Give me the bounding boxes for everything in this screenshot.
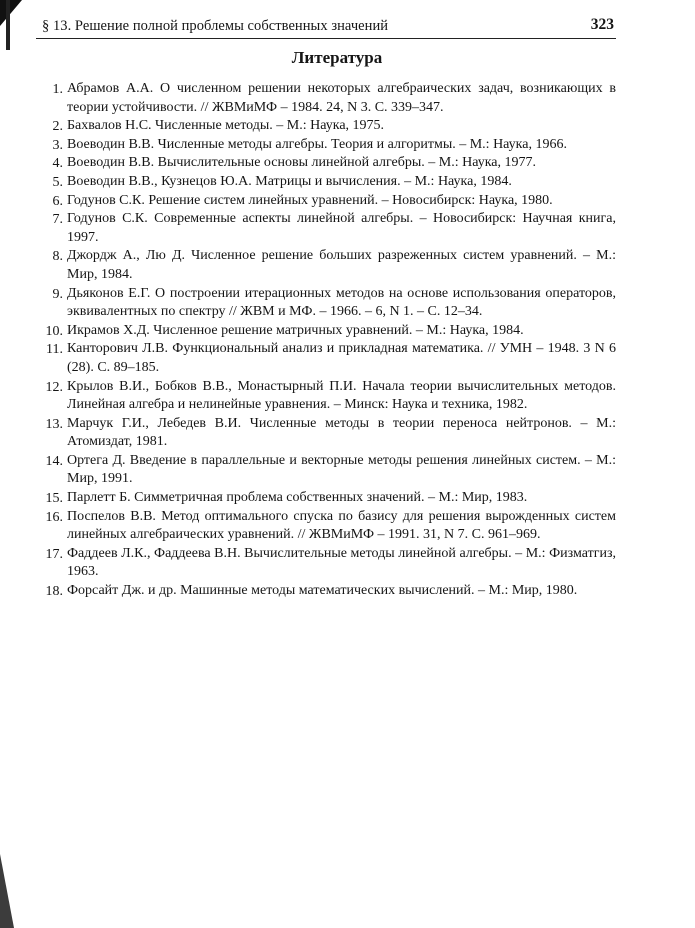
reference-text: Годунов С.К. Решение систем линейных уравнений. – Новосибирск: Наука, 1980. [67, 192, 553, 208]
reference-number: 1. [52, 82, 63, 97]
reference-item [36, 154, 616, 173]
reference-number: 3. [52, 137, 63, 153]
reference-number: 4. [52, 156, 63, 172]
reference-item [36, 285, 616, 322]
reference-number: 6. [52, 193, 63, 209]
reference-item [36, 545, 616, 582]
reference-number: 11. [46, 342, 63, 358]
reference-text: Марчук Г.И., Лебедев В.И. Численные методы в теории переноса нейтронов. – М.: Атомиздат, 1981. [67, 415, 616, 450]
reference-text: Джордж А., Лю Д. Численное решение больших разреженных систем уравнений. – М.: Мир, 1984. [67, 248, 616, 282]
reference-text: Годунов С.К. Современные аспекты линейной алгебры. – Новосибирск: Научная книга, 1997. [67, 211, 616, 245]
reference-number: 10. [45, 323, 63, 339]
page-number: 323 [590, 16, 614, 33]
reference-number: 7. [52, 212, 63, 228]
reference-number: 16. [45, 509, 63, 525]
reference-number: 18. [45, 584, 63, 600]
reference-number: 2. [52, 119, 63, 135]
scan-shadow-bottom [0, 854, 14, 928]
reference-item [36, 136, 616, 155]
reference-number: 9. [52, 286, 63, 302]
section-title: Литература [291, 48, 383, 67]
reference-item [36, 508, 616, 545]
reference-text: Абрамов А.А. О численном решении некоторых алгебраических задач, возникающих в теории устойчивости. // ЖВМиМФ – 1984. 24, N 3. С. 339–347. [67, 81, 616, 115]
reference-text: Бахвалов Н.С. Численные методы. – М.: Наука, 1975. [67, 118, 385, 134]
running-header [36, 16, 616, 39]
reference-item [36, 452, 616, 489]
reference-text: Воеводин В.В., Кузнецов Ю.А. Матрицы и вычисления. – М.: Наука, 1984. [67, 173, 512, 189]
reference-text: Поспелов В.В. Метод оптимального спуска по базису для решения вырожденных систем линейных алгебраических уравнений. // ЖВМиМФ – 1991. 31, N 7. С. 961–969. [67, 508, 616, 543]
scan-shadow-top [0, 0, 22, 26]
reference-item [36, 210, 616, 247]
reference-item [36, 378, 616, 415]
reference-item [36, 340, 616, 377]
reference-item [36, 247, 616, 284]
reference-text: Канторович Л.В. Функциональный анализ и прикладная математика. // УМН – 1948. 3 N 6 (28). С. 89–185. [67, 341, 616, 375]
reference-item [36, 415, 616, 452]
reference-item [36, 322, 616, 341]
reference-number: 12. [45, 379, 63, 395]
running-title: § 13. Решение полной проблемы собственных значений [42, 18, 389, 34]
reference-number: 8. [52, 249, 63, 265]
reference-number: 14. [45, 453, 63, 469]
reference-text: Дьяконов Е.Г. О построении итерационных методов на основе использования операторов, эквивалентных по спектру // ЖВМ и МФ. – 1966. – 6, N 1. – С. 12–34. [67, 285, 616, 320]
reference-item [36, 80, 616, 117]
reference-item [36, 192, 616, 211]
reference-text: Парлетт Б. Симметричная проблема собственных значений. – М.: Мир, 1983. [67, 490, 528, 506]
reference-text: Икрамов Х.Д. Численное решение матричных уравнений. – М.: Наука, 1984. [67, 322, 524, 338]
reference-item [36, 582, 616, 601]
reference-text: Ортега Д. Введение в параллельные и векторные методы решения линейных систем. – М.: Мир, 1991. [67, 452, 616, 487]
reference-number: 13. [45, 416, 63, 432]
reference-list [36, 80, 616, 601]
reference-number: 17. [45, 546, 63, 562]
reference-item [36, 173, 616, 192]
reference-text: Фаддеев Л.К., Фаддеева В.Н. Вычислительные методы линейной алгебры. – М.: Физматгиз, 1963. [67, 545, 616, 580]
scan-edge-left [6, 0, 10, 50]
reference-item [36, 489, 616, 508]
reference-item [36, 117, 616, 136]
reference-number: 15. [45, 491, 63, 507]
reference-number: 5. [52, 174, 63, 190]
reference-text: Воеводин В.В. Численные методы алгебры. Теория и алгоритмы. – М.: Наука, 1966. [67, 136, 567, 152]
reference-text: Форсайт Дж. и др. Машинные методы математических вычислений. – М.: Мир, 1980. [67, 583, 578, 599]
reference-text: Крылов В.И., Бобков В.В., Монастырный П.И. Начала теории вычислительных методов. Линейная алгебра и нелинейные уравнения. – Минск: Наука и техника, 1982. [67, 378, 616, 413]
reference-text: Воеводин В.В. Вычислительные основы линейной алгебры. – М.: Наука, 1977. [67, 155, 537, 171]
